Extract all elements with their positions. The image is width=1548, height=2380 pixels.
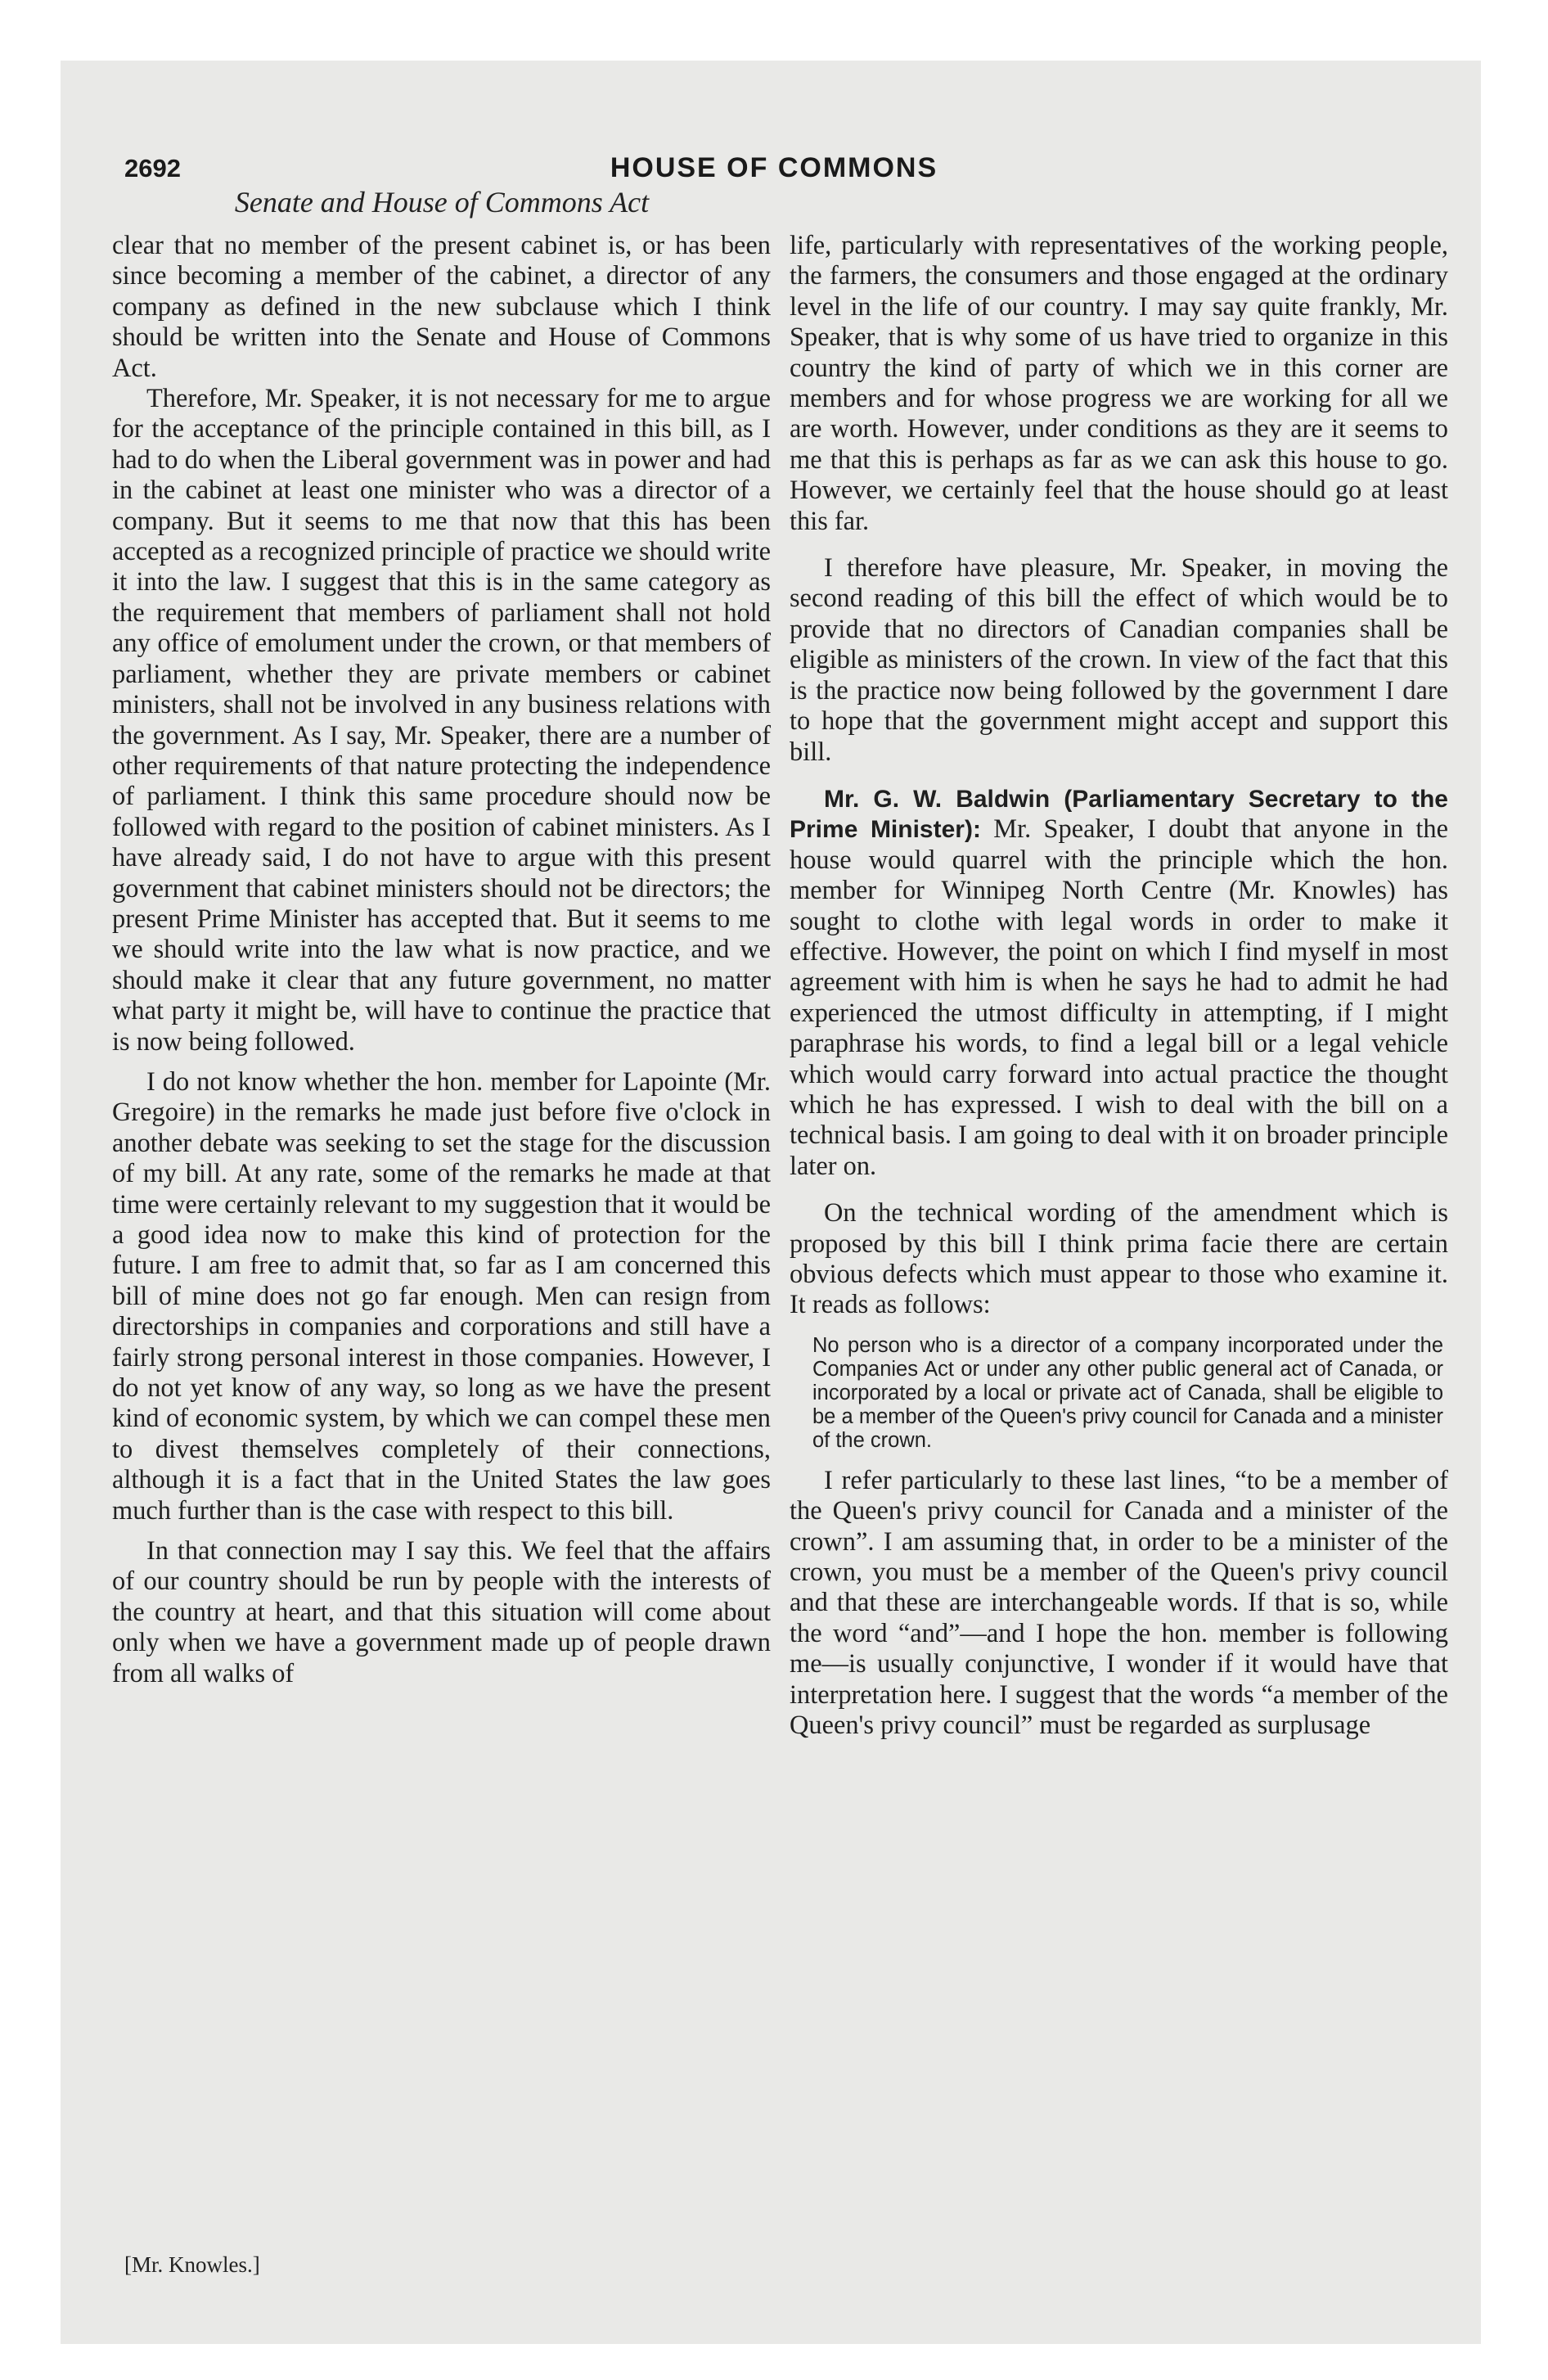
speech-text: Mr. Speaker, I doubt that anyone in the house would quarrel with the principle which the hon. member for Winnipeg North Centre (Mr. Knowles) has sought to clothe with legal words in order to make it effective. However, the point on which I find myself in most agreement with him is when he says he had to admit he had experienced the utmost difficulty in attempting, if I might paraphrase his words, to find a legal bill or a legal vehicle which would carry forward into actual practice the thought which he has expressed. I wish to deal with the bill on a technical basis. I am going to deal with it on broader principle later on. <box>790 814 1448 1181</box>
paragraph: In that connection may I say this. We feel that the affairs of our country should be run by people with the interests of the country at heart, and that this situation will come about only when we have a government made up of people drawn from all walks of <box>112 1536 771 1688</box>
left-column <box>112 231 771 1689</box>
footer-attribution: [Mr. Knowles.] <box>124 2252 260 2277</box>
paragraph: I refer particularly to these last lines, “to be a member of the Queen's privy council for Canada and a minister of the crown”. I am assuming that, in order to be a minister of the crown, you must be a member of the Queen's privy council and that these are interchangeable words. If that is so, while the word “and”—and I hope the hon. member is following me—is usually conjunctive, I wonder if it would have that interpretation here. I suggest that the words “a member of the Queen's privy council” must be regarded as surplusage <box>790 1465 1448 1741</box>
speaker-name: Mr. G. W. Baldwin (Parliamentary Secretary to the Prime Minister): <box>790 785 1448 844</box>
right-column <box>790 231 1448 1741</box>
paragraph: clear that no member of the present cabinet is, or has been since becoming a member of the cabinet, a director of any company as defined in the new subclause which I think should be written into the Senate and House of Commons Act. <box>112 231 771 383</box>
section-subtitle: Senate and House of Commons Act <box>234 186 650 219</box>
paragraph: On the technical wording of the amendment which is proposed by this bill I think prima facie there are certain obvious defects which must appear to those who examine it. It reads as follows: <box>790 1198 1448 1320</box>
block-quote: No person who is a director of a company incorporated under the Companies Act or under any other public general act of Canada, or incorporated by a local or private act of Canada, shall be eligible to be a member of the Queen's privy council for Canada and a minister of the crown. <box>812 1333 1443 1452</box>
page-number: 2692 <box>124 154 181 183</box>
paragraph: life, particularly with representatives of the working people, the farmers, the consumers and those engaged at the ordinary level in the life of our country. I may say quite frankly, Mr. Speaker, that is why some of us have tried to organize in this country the kind of party of which we in this corner are members and for whose progress we are working for all we are worth. However, under conditions as they are it seems to me that this is perhaps as far as we can ask this house to go. However, we certainly feel that the house should go at least this far. <box>790 231 1448 536</box>
speech-paragraph <box>790 784 1448 1182</box>
paragraph: Therefore, Mr. Speaker, it is not necessary for me to argue for the acceptance of the principle contained in this bill, as I had to do when the Liberal government was in power and had in the cabinet at least one minister who was a director of a company. But it seems to me that now that this has been accepted as a recognized principle of practice we should write it into the law. I suggest that this is in the same category as the requirement that members of parliament shall not hold any office of emolument under the crown, or that members of parliament, whether they are private members or cabinet ministers, shall not be involved in any business relations with the government. As I say, Mr. Speaker, there are a number of other requirements of that nature protecting the independence of parliament. I think this same procedure should now be followed with regard to the position of cabinet ministers. As I have already said, I do not have to argue with this present government that cabinet ministers should not be directors; the present Prime Minister has accepted that. But it seems to me we should write into the law what is now practice, and we should make it clear that any future government, no matter what party it might be, will have to continue the practice that is now being followed. <box>112 384 771 1057</box>
running-title: HOUSE OF COMMONS <box>610 152 938 183</box>
paragraph: I do not know whether the hon. member for Lapointe (Mr. Gregoire) in the remarks he made just before five o'clock in another debate was seeking to set the stage for the discussion of my bill. At any rate, some of the remarks he made at that time were certainly relevant to my suggestion that it would be a good idea now to make this kind of protection for the future. I am free to admit that, so far as I am concerned this bill of mine does not go far enough. Men can resign from directorships in companies and corporations and still have a fairly strong personal interest in those companies. However, I do not yet know of any way, so long as we have the present kind of economic system, by which we can compel these men to divest themselves completely of their connections, although it is a fact that in the United States the law goes much further than is the case with respect to this bill. <box>112 1066 771 1526</box>
paragraph: I therefore have pleasure, Mr. Speaker, in moving the second reading of this bill the effect of which would be to provide that no directors of Canadian companies shall be eligible as ministers of the crown. In view of the fact that this is the practice now being followed by the government I dare to hope that the government might accept and support this bill. <box>790 553 1448 767</box>
